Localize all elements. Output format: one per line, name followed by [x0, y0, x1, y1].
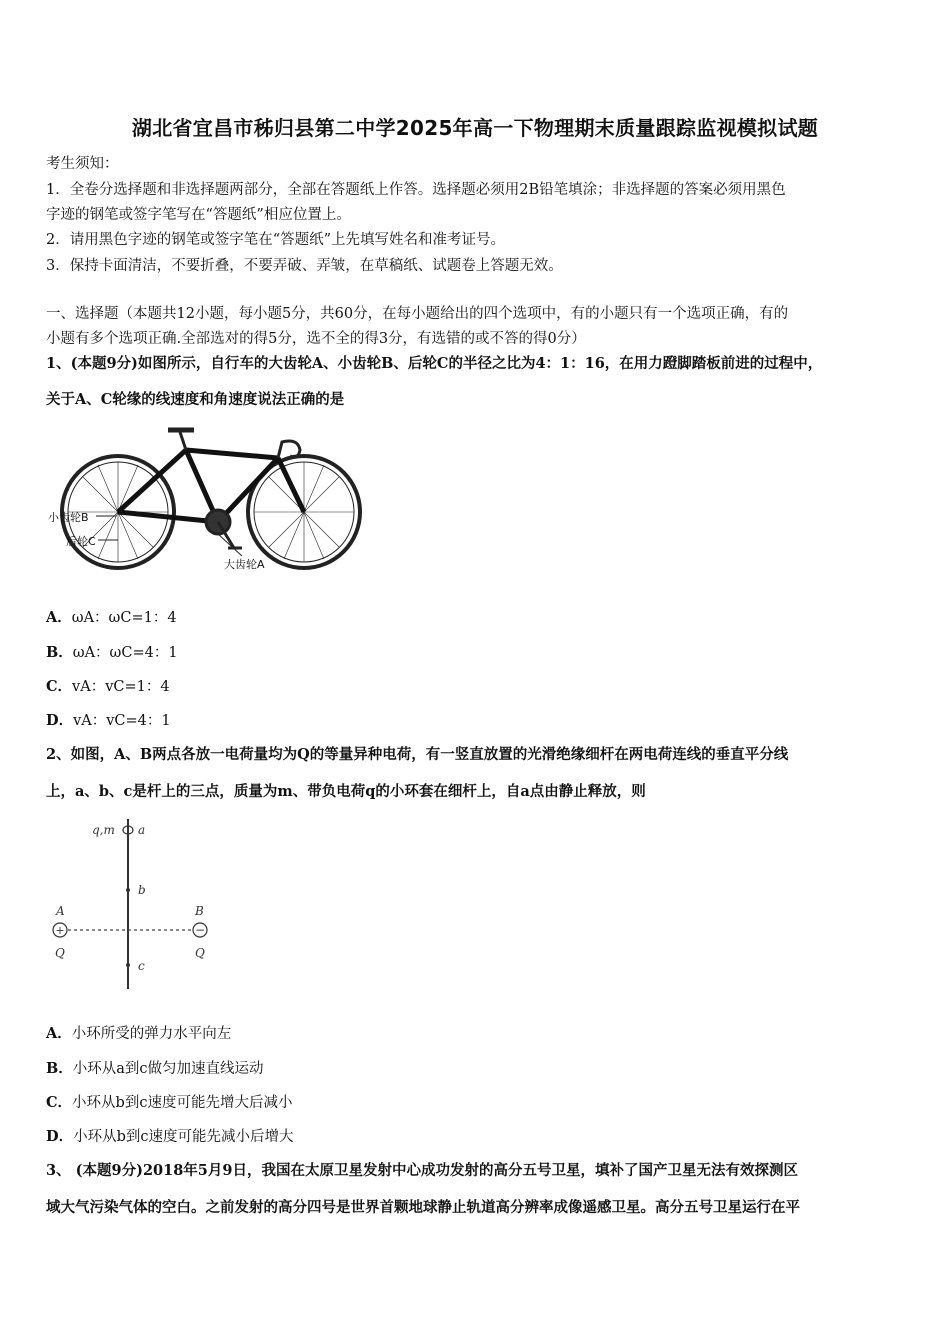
q1-option-c: C．vA：vC=1：4 — [46, 678, 170, 695]
section-heading-line1: 一、选择题（本题共12小题，每小题5分，共60分，在每小题给出的四个选项中，有的小题只有一个选项正确，有的 — [46, 306, 789, 322]
q1-option-a: A．ωA：ωC=1：4 — [46, 609, 177, 626]
notice-heading: 考生须知： — [46, 156, 119, 172]
label-rear-wheel: 后轮C — [66, 535, 96, 548]
label-A: A — [56, 904, 65, 918]
q1-option-d: D．vA：vC=4：1 — [46, 712, 171, 729]
bicycle-figure — [46, 420, 366, 578]
svg-text:+: + — [55, 924, 65, 937]
q2-option-b: B．小环从a到c做匀加速直线运动 — [46, 1060, 264, 1077]
q2-stem-line2: 上，a、b、c是杆上的三点，质量为m、带负电荷q的小环套在细杆上，自a点由静止释放，则 — [46, 783, 646, 800]
q3-stem-line1: 3、 (本题9分)2018年5月9日，我国在太原卫星发射中心成功发射的高分五号卫星，填补了国产卫星无法有效探测区 — [46, 1162, 798, 1179]
q2-option-d: D．小环从b到c速度可能先减小后增大 — [46, 1128, 294, 1145]
label-a: a — [138, 823, 146, 837]
label-QA: Q — [55, 946, 65, 960]
notice-item-3: 3．保持卡面清洁，不要折叠，不要弄破、弄皱，在草稿纸、试题卷上答题无效。 — [46, 258, 563, 274]
label-QB: Q — [195, 946, 205, 960]
label-ring: q,m — [92, 823, 115, 837]
q1-stem-line2: 关于A、C轮缘的线速度和角速度说法正确的是 — [46, 391, 345, 408]
q3-stem-line2: 域大气污染气体的空白。之前发射的高分四号是世界首颗地球静止轨道高分辨率成像遥感卫星。高分五号卫星运行在平 — [46, 1199, 800, 1216]
q2-option-c: C．小环从b到c速度可能先增大后减小 — [46, 1094, 293, 1111]
label-c: c — [138, 959, 145, 973]
label-big-gear: 大齿轮A — [224, 558, 265, 571]
label-B: B — [195, 904, 204, 918]
charge-rod-figure — [46, 815, 226, 995]
page-title: 湖北省宜昌市秭归县第二中学2025年高一下物理期末质量跟踪监视模拟试题 — [131, 116, 819, 140]
svg-text:−: − — [194, 923, 206, 937]
notice-item-1-cont: 字迹的钢笔或签字笔写在“答题纸”相应位置上。 — [46, 207, 351, 223]
q1-stem-line1: 1、(本题9分)如图所示，自行车的大齿轮A、小齿轮B、后轮C的半径之比为4：1：16，在用力蹬脚踏板前进的过程中， — [46, 355, 823, 372]
section-heading-line2: 小题有多个选项正确.全部选对的得5分，选不全的得3分，有选错的或不答的得0分） — [46, 331, 586, 347]
notice-item-1: 1．全卷分选择题和非选择题两部分，全部在答题纸上作答。选择题必须用2B铅笔填涂；非选择题的答案必须用黑色 — [46, 182, 786, 198]
notice-item-2: 2．请用黑色字迹的钢笔或签字笔在“答题纸”上先填写姓名和准考证号。 — [46, 232, 506, 248]
q2-option-a: A．小环所受的弹力水平向左 — [46, 1025, 232, 1042]
label-small-gear: 小齿轮B — [48, 511, 89, 524]
q1-option-b: B．ωA：ωC=4：1 — [46, 644, 178, 661]
label-b: b — [138, 883, 146, 897]
q2-stem-line1: 2、如图，A、B两点各放一电荷量均为Q的等量异种电荷，有一竖直放置的光滑绝缘细杆在两电荷连线的垂直平分线 — [46, 746, 789, 763]
